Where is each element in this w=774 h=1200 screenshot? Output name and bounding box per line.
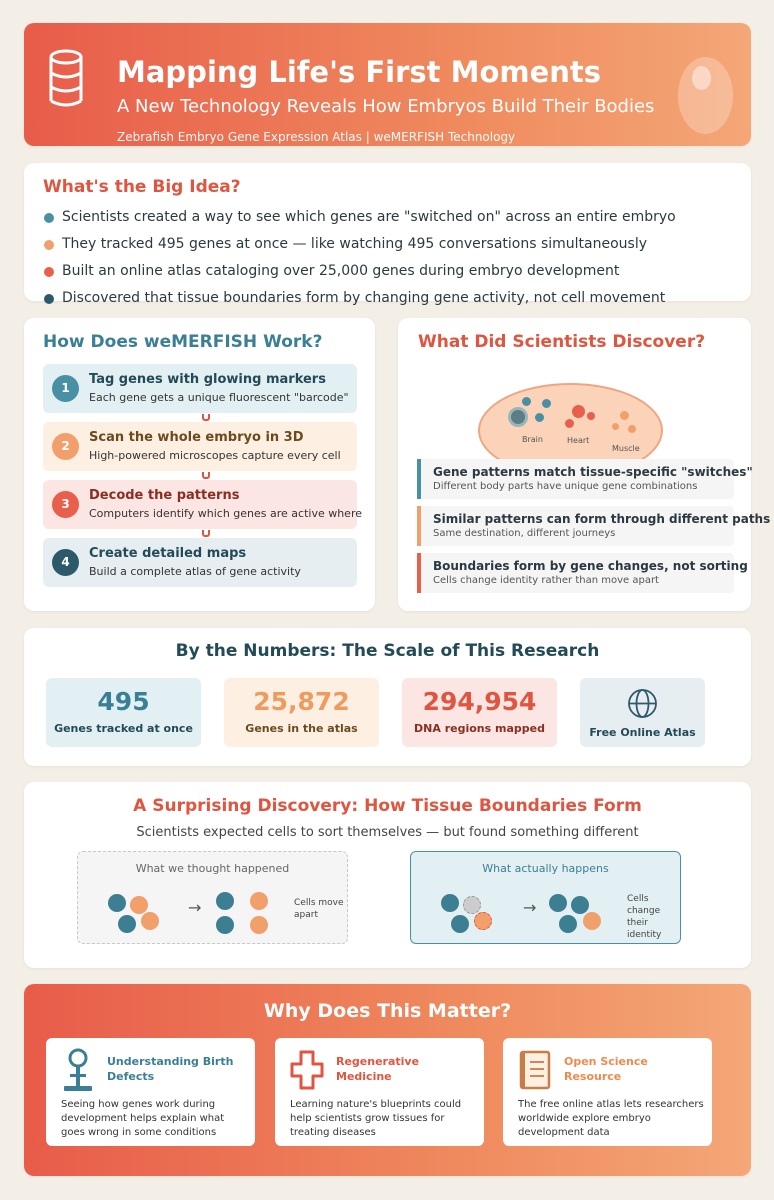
teal-cell xyxy=(216,892,234,910)
list-item: Discovered that tissue boundaries form by changing gene activity, not cell movement xyxy=(44,289,676,316)
changing-cell xyxy=(463,896,481,914)
heart-cell-dot xyxy=(572,405,585,418)
scenario-note: Cells move apart xyxy=(294,898,344,920)
peach-cell xyxy=(583,912,601,930)
reason-desc: Seeing how genes work during development helps explain what goes wrong in some conditions xyxy=(61,1099,225,1138)
muscle-cell-dot xyxy=(612,423,619,430)
step-number: 4 xyxy=(52,549,79,576)
step-1 xyxy=(43,364,357,413)
organ-label-brain: Brain xyxy=(522,435,543,444)
step-desc: Computers identify which genes are active where xyxy=(89,507,363,520)
finding-title: Gene patterns match tissue-specific "switches" xyxy=(433,465,753,479)
numbers-card xyxy=(24,628,751,766)
peach-cell xyxy=(250,916,268,934)
muscle-cell-dot xyxy=(628,425,636,433)
list-item: Scientists created a way to see which genes are "switched on" across an entire embryo xyxy=(44,208,676,235)
heart-cell-dot xyxy=(565,419,574,428)
arrow-icon: → xyxy=(523,898,537,917)
brain-cell-dot xyxy=(542,399,551,408)
scenario-note: Cells change their identity xyxy=(627,894,662,940)
step-4 xyxy=(43,538,357,587)
stat-genes-tracked xyxy=(46,678,201,747)
big-idea-list xyxy=(44,208,676,316)
arrow-icon: → xyxy=(188,898,202,917)
actual-scenario xyxy=(410,851,681,944)
section-title: How Does weMERFISH Work? xyxy=(43,332,323,352)
reason-desc: Learning nature's blueprints could help scientists grow tissues for treating diseases xyxy=(290,1099,462,1138)
list-item: They tracked 495 genes at once — like watching 495 conversations simultaneously xyxy=(44,235,676,262)
brain-cell-dot xyxy=(522,397,531,406)
bullet-dot-icon xyxy=(44,240,54,250)
section-title: What's the Big Idea? xyxy=(43,177,241,197)
changing-cell xyxy=(474,912,492,930)
step-title: Tag genes with glowing markers xyxy=(89,372,326,387)
step-number: 3 xyxy=(52,491,79,518)
teal-cell xyxy=(216,916,234,934)
discoveries-card xyxy=(398,318,771,611)
section-title: By the Numbers: The Scale of This Research xyxy=(175,641,600,661)
why-matters-banner xyxy=(24,984,751,1176)
teal-cell xyxy=(559,915,577,933)
page-tagline: Zebrafish Embryo Gene Expression Atlas | weMERFISH Technology xyxy=(117,130,516,144)
reason-birth-defects xyxy=(46,1038,255,1146)
stat-label: DNA regions mapped xyxy=(414,722,545,735)
globe-icon xyxy=(627,688,658,719)
section-title: A Surprising Discovery: How Tissue Boundaries Form xyxy=(133,796,642,816)
reason-title: Open Science Resource xyxy=(564,1055,648,1083)
stat-label: Free Online Atlas xyxy=(589,726,696,739)
section-title: Why Does This Matter? xyxy=(263,1000,512,1022)
dna-stack-icon xyxy=(46,45,86,115)
peach-cell xyxy=(250,892,268,910)
peach-cell xyxy=(141,912,159,930)
brain-cell-dot xyxy=(508,407,528,427)
peach-cell xyxy=(130,896,148,914)
finding-item xyxy=(417,459,753,499)
section-lead: Scientists expected cells to sort themselves — but found something different xyxy=(136,825,639,840)
reason-title: Understanding Birth Defects xyxy=(107,1055,234,1083)
step-title: Create detailed maps xyxy=(89,546,247,561)
header-banner xyxy=(24,23,751,146)
step-desc: Build a complete atlas of gene activity xyxy=(89,565,301,578)
organ-label-heart: Heart xyxy=(567,436,590,445)
finding-desc: Different body parts have unique gene combinations xyxy=(433,481,698,492)
how-it-works-card xyxy=(24,318,375,611)
step-connector xyxy=(202,472,210,479)
bullet-dot-icon xyxy=(44,294,54,304)
stat-value: 294,954 xyxy=(422,687,537,716)
bullet-dot-icon xyxy=(44,267,54,277)
step-desc: High-powered microscopes capture every cell xyxy=(89,449,341,462)
scenario-title: What actually happens xyxy=(482,862,609,875)
brain-cell-dot xyxy=(535,413,544,422)
step-title: Decode the patterns xyxy=(89,488,240,503)
scenario-title: What we thought happened xyxy=(135,862,290,875)
finding-title: Boundaries form by gene changes, not sorting xyxy=(433,559,748,573)
reason-desc: The free online atlas lets researchers worldwide explore embryo development data xyxy=(518,1099,704,1138)
stat-dna-regions xyxy=(402,678,557,747)
reason-regenerative-medicine xyxy=(275,1038,484,1146)
finding-item xyxy=(417,553,748,593)
organ-label-muscle: Muscle xyxy=(612,444,640,453)
surprising-discovery-card xyxy=(24,782,751,968)
stat-online-atlas[interactable] xyxy=(580,678,705,747)
finding-desc: Same destination, different journeys xyxy=(433,528,616,539)
bullet-dot-icon xyxy=(44,213,54,223)
teal-cell xyxy=(108,894,126,912)
step-number: 1 xyxy=(52,375,79,402)
stat-label: Genes in the atlas xyxy=(245,722,358,735)
teal-cell xyxy=(118,915,136,933)
muscle-cell-dot xyxy=(620,411,629,420)
finding-item xyxy=(417,506,771,546)
heart-cell-dot xyxy=(587,412,595,420)
reason-title: Regenerative Medicine xyxy=(336,1055,420,1083)
document-icon xyxy=(517,1048,553,1092)
teal-cell xyxy=(571,896,589,914)
finding-desc: Cells change identity rather than move apart xyxy=(433,575,659,586)
stat-value: 495 xyxy=(97,687,150,716)
teal-cell xyxy=(549,894,567,912)
step-connector xyxy=(202,530,210,537)
section-title: What Did Scientists Discover? xyxy=(418,332,706,352)
expected-scenario xyxy=(77,851,348,944)
step-title: Scan the whole embryo in 3D xyxy=(89,430,304,445)
microscope-icon xyxy=(60,1048,96,1092)
big-idea-card xyxy=(24,163,751,306)
embryo-egg-illustration xyxy=(678,57,733,134)
medical-cross-icon xyxy=(289,1048,325,1092)
step-desc: Each gene gets a unique fluorescent "barcode" xyxy=(89,391,349,404)
finding-title: Similar patterns can form through different paths xyxy=(433,512,771,526)
list-item: Built an online atlas cataloging over 25,000 genes during embryo development xyxy=(44,262,676,289)
stat-value: 25,872 xyxy=(253,687,350,716)
reason-open-science xyxy=(503,1038,712,1146)
teal-cell xyxy=(451,915,469,933)
stat-label: Genes tracked at once xyxy=(54,722,193,735)
page-subtitle: A New Technology Reveals How Embryos Build Their Bodies xyxy=(117,96,655,117)
teal-cell xyxy=(441,894,459,912)
step-2 xyxy=(43,422,357,471)
stat-genes-atlas xyxy=(224,678,379,747)
step-3 xyxy=(43,480,363,529)
page-title: Mapping Life's First Moments xyxy=(117,55,602,89)
step-connector xyxy=(202,414,210,421)
step-number: 2 xyxy=(52,433,79,460)
